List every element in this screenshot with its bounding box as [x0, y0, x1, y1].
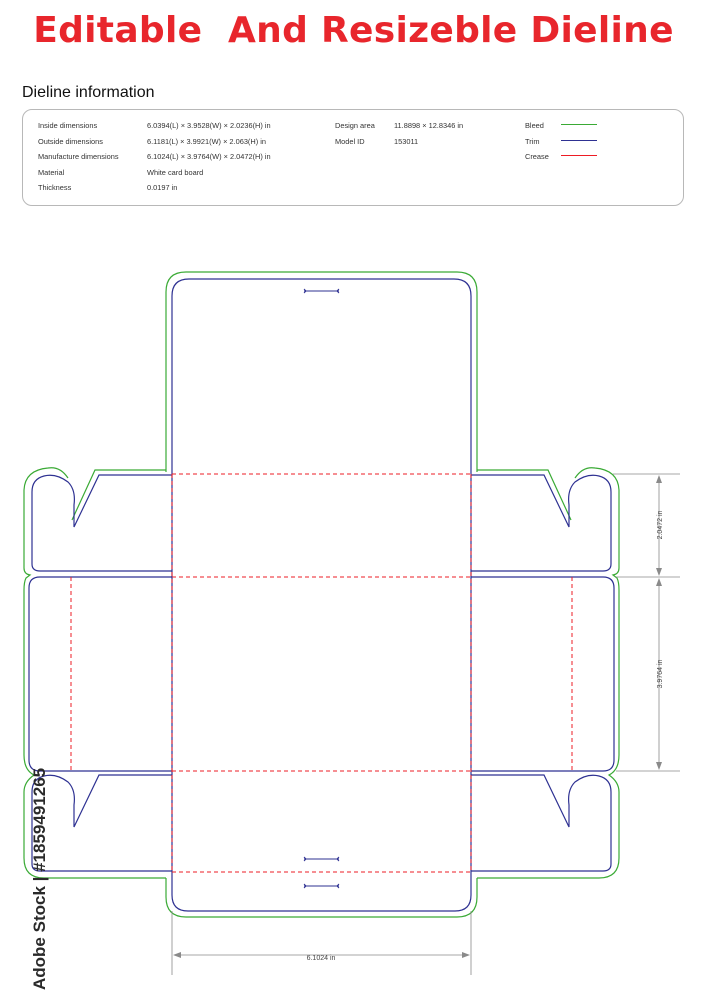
bleed-outline [24, 272, 619, 917]
arrow-head [173, 952, 181, 958]
spec-label: Material [38, 168, 65, 177]
legend-label-trim: Trim [525, 137, 540, 146]
arrow-head [656, 762, 662, 770]
legend-label-crease: Crease [525, 152, 549, 161]
spec-value: 6.1024(L) × 3.9764(W) × 2.0472(H) in [147, 152, 271, 161]
trim-bottom-panel [172, 871, 471, 911]
arrow-head [656, 475, 662, 483]
spec-label: Outside dimensions [38, 137, 103, 146]
trim-left-upper-tab [32, 475, 172, 571]
trim-left-lower-tab [32, 775, 172, 871]
meta-value: 11.8898 × 12.8346 in [394, 121, 464, 130]
dimension-label-width: 3.9764 in [657, 659, 664, 689]
tuck-slots [304, 289, 339, 888]
legend-label-bleed: Bleed [525, 121, 544, 130]
bleed-top-flap [166, 272, 477, 472]
spec-label: Thickness [38, 183, 72, 192]
arrow-head [656, 578, 662, 586]
spec-value: 6.1181(L) × 3.9921(W) × 2.063(H) in [147, 137, 266, 146]
meta-label: Model ID [335, 137, 365, 146]
arrow-head [656, 568, 662, 576]
meta-value: 153011 [394, 137, 419, 146]
slot-bottom-upper [304, 857, 339, 861]
spec-value: White card board [147, 168, 204, 177]
meta-label: Design area [335, 121, 375, 130]
trim-body-edges [172, 474, 471, 871]
bleed-right-side [477, 590, 619, 878]
trim-side-panel [29, 577, 172, 771]
trim-right-upper-tab [471, 475, 611, 571]
arrow-head [462, 952, 470, 958]
trim-top-flap [172, 279, 471, 474]
spec-label: Manufacture dimensions [38, 152, 119, 161]
trim-outline [29, 279, 614, 911]
bleed-right-upper-tab [477, 468, 619, 590]
bleed-left-upper-tab [24, 468, 166, 590]
spec-label: Inside dimensions [38, 121, 98, 130]
slot-bottom-lower [304, 884, 339, 888]
spec-value: 0.0197 in [147, 183, 178, 192]
slot-top [304, 289, 339, 293]
dimension-label-length: 6.1024 in [306, 955, 336, 962]
trim-side-panel-right [471, 577, 614, 771]
info-section-title: Dieline information [22, 84, 155, 101]
page-headline: Editable And Resizeble Dieline [33, 10, 674, 51]
spec-value: 6.0394(L) × 3.9528(W) × 2.0236(H) in [147, 121, 271, 130]
stock-credit: Adobe Stock | #1859491265 [30, 767, 49, 990]
trim-right-lower-tab [471, 775, 611, 871]
dimension-arrows [173, 475, 662, 958]
crease-lines [71, 474, 572, 872]
dimension-label-height: 2.0472 in [657, 510, 664, 540]
dimension-guides [172, 474, 680, 975]
